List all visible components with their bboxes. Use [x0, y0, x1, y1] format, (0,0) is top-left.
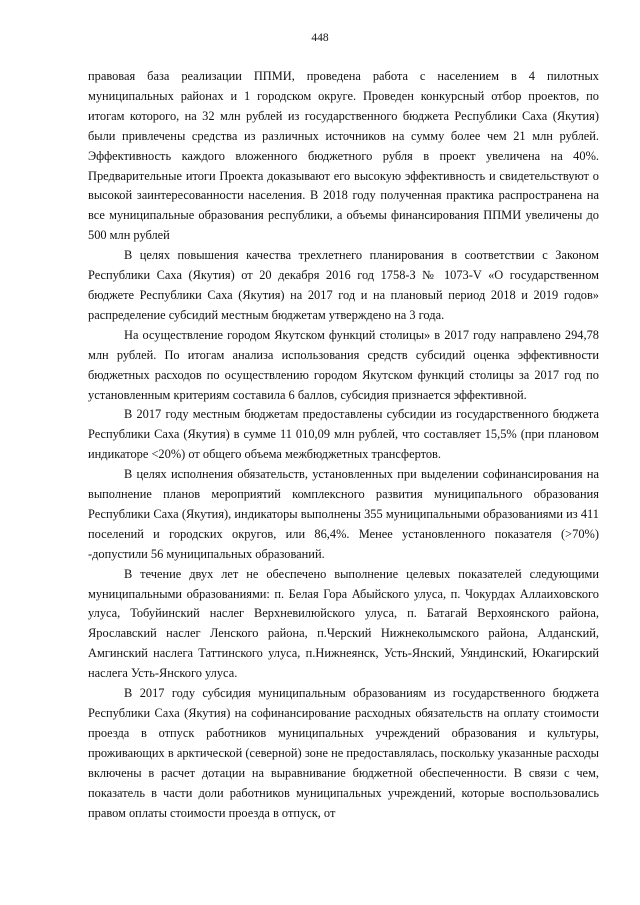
paragraph-ppmi: правовая база реализации ППМИ, проведена работа с населением в 4 пилотных муниципальных районах и 1 городском округе. Проведен конкурсный отбор проектов, по итогам которого, на 32 млн рублей из государственного бюджета Республики Саха (Якутия) были привлечены средства из различных источников на сумму более чем 21 млн рублей. Эффективность каждого вложенного бюджетного рубля в проект увеличена на 40%. Предварительные итоги Проекта доказывают его высокую эффективность и свидетельствуют о высокой заинтересованности населения. В 2018 году полученная практика распространена на все муниципальные образования республики, а объемы финансирования ППМИ увеличены до 500 млн рублей [88, 69, 599, 243]
document-body [88, 67, 599, 823]
paragraph-subsidies-2017: В 2017 году местным бюджетам предоставлены субсидии из государственного бюджета Республики Саха (Якутия) в сумме 11 010,09 млн рублей, что составляет 15,5% (при плановом индикаторе <20%) от общего объема межбюджетных трансфертов. [88, 407, 599, 462]
paragraph-cofinancing: В целях исполнения обязательств, установленных при выделении софинансирования на выполнение планов мероприятий комплексного развития муниципального образования Республики Саха (Якутия), индикаторы выполнены 355 муниципальными образованиями из 411 поселений и городских округов, или 86,4%. Менее установленного показателя (>70%) -допустили 56 муниципальных образований. [88, 467, 599, 561]
page-number: 448 [311, 32, 329, 44]
paragraph-travel-subsidy: В 2017 году субсидия муниципальным образованиям из государственного бюджета Республики Саха (Якутия) на софинансирование расходных обязательств на оплату стоимости проезда в отпуск работников муниципальных учреждений образования и культуры, проживающих в арктической (северной) зоне не предоставлялась, поскольку указанные расходы включены в расчет дотации на выравнивание бюджетной обеспеченности. В связи с чем, показатель в части доли работников муниципальных учреждений, которые воспользовались правом оплаты стоимости проезда в отпуск, от [88, 686, 599, 820]
paragraph-budget-planning: В целях повышения качества трехлетнего планирования в соответствии с Законом Республики Саха (Якутия) от 20 декабря 2016 год 1758-З № 1073-V «О государственном бюджете Республики Саха (Якутия) на 2017 год и на плановый период 2018 и 2019 годов» распределение субсидий местным бюджетам утверждено на 3 года. [88, 248, 599, 322]
paragraph-capital-functions: На осуществление городом Якутском функций столицы» в 2017 году направлено 294,78 млн рублей. По итогам анализа использования средств субсидий оценка эффективности бюджетных расходов по осуществлению городом Якутском функций столицы за 2017 год по установленным критериям составила 6 баллов, субсидия признается эффективной. [88, 327, 599, 402]
paragraph-targets-not-met: В течение двух лет не обеспечено выполнение целевых показателей следующими муниципальными образованиями: п. Белая Гора Абыйского улуса, п. Чокурдах Аллаиховского улуса, Тобуйинский наслег Верхневилюйского улуса, п. Батагай Верхоянского района, Ярославский наслег Ленского района, п.Черский Нижнеколымского района, Алданский, Амгинский наслега Таттинского улуса, п.Нижнеянск, Усть-Янский, Уяндинский, Юкагирский наслега Усть-Янского улуса. [88, 566, 599, 681]
